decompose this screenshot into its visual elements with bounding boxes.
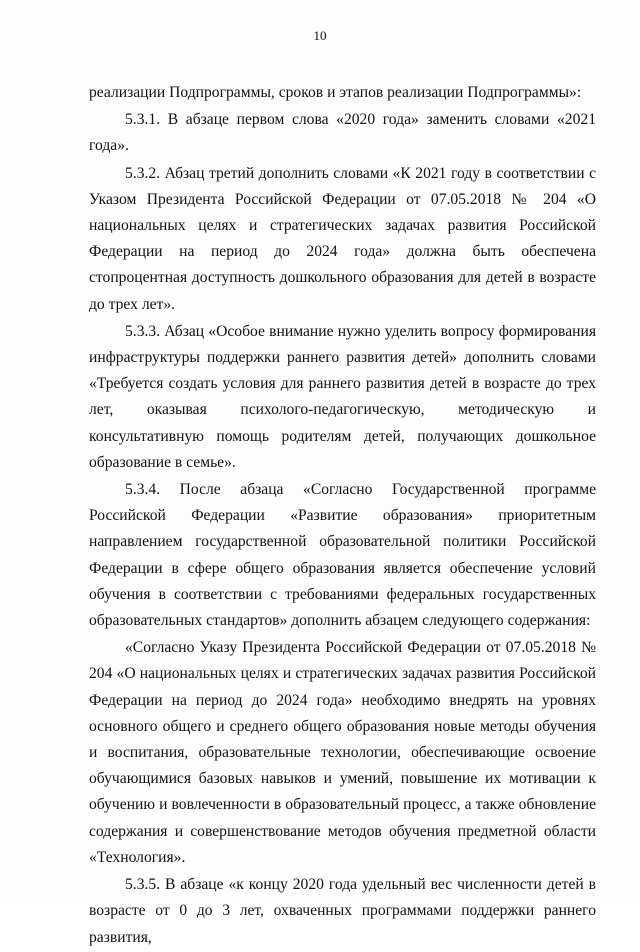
paragraph-quoted-addition: «Согласно Указу Президента Российской Федерации от 07.05.2018 № 204 «О национальных целях и стратегических задачах развития Российской Федерации на период до 2024 года» необходимо внедрять на уровнях основного общего и среднего общего образования новые методы обучения и воспитания, образовательные технологии, обеспечивающие освоение обучающимися базовых навыков и умений, повышение их мотивации к обучению и вовлеченности в образовательный процесс, а также обновление содержания и совершенствование методов обучения предметной области «Технология». [89, 639, 596, 866]
paragraph-5-3-3: 5.3.3. Абзац «Особое внимание нужно уделить вопросу формирования инфраструктуры поддержки раннего развития детей» дополнить словами «Требуется создать условия для раннего развития детей в возрасте до трех лет, оказывая психолого-педагогическую, методическую и консультативную помощь родителям детей, получающих дошкольное образование в семье». [89, 322, 596, 471]
paragraph-5-3-2: 5.3.2. Абзац третий дополнить словами «К 2021 году в соответствии с Указом Президента Российской Федерации от 07.05.2018 № 204 «О национальных целях и стратегических задачах развития Российской Федерации на период до 2024 года» должна быть обеспечена стопроцентная доступность дошкольного образования для детей в возрасте до трех лет». [89, 164, 596, 313]
paragraph-5-3-5: 5.3.5. В абзаце «к концу 2020 года удельный вес численности детей в возрасте от 0 до 3 лет, охваченных программами поддержки раннего развития, [89, 876, 596, 946]
paragraph-5-3-4: 5.3.4. После абзаца «Согласно Государственной программе Российской Федерации «Развитие образования» приоритетным направлением государственной образовательной политики Российской Федерации в сфере общего образования является обеспечение условий обучения в соответствии с требованиями федеральных государственных образовательных стандартов» дополнить абзацем следующего содержания: [89, 481, 596, 630]
paragraph-continuation: реализации Подпрограммы, сроков и этапов реализации Подпрограммы»: [89, 84, 582, 101]
document-body [89, 80, 596, 952]
paragraph-5-3-1: 5.3.1. В абзаце первом слова «2020 года» заменить словами «2021 года». [89, 111, 596, 155]
page-number: 10 [313, 28, 327, 43]
